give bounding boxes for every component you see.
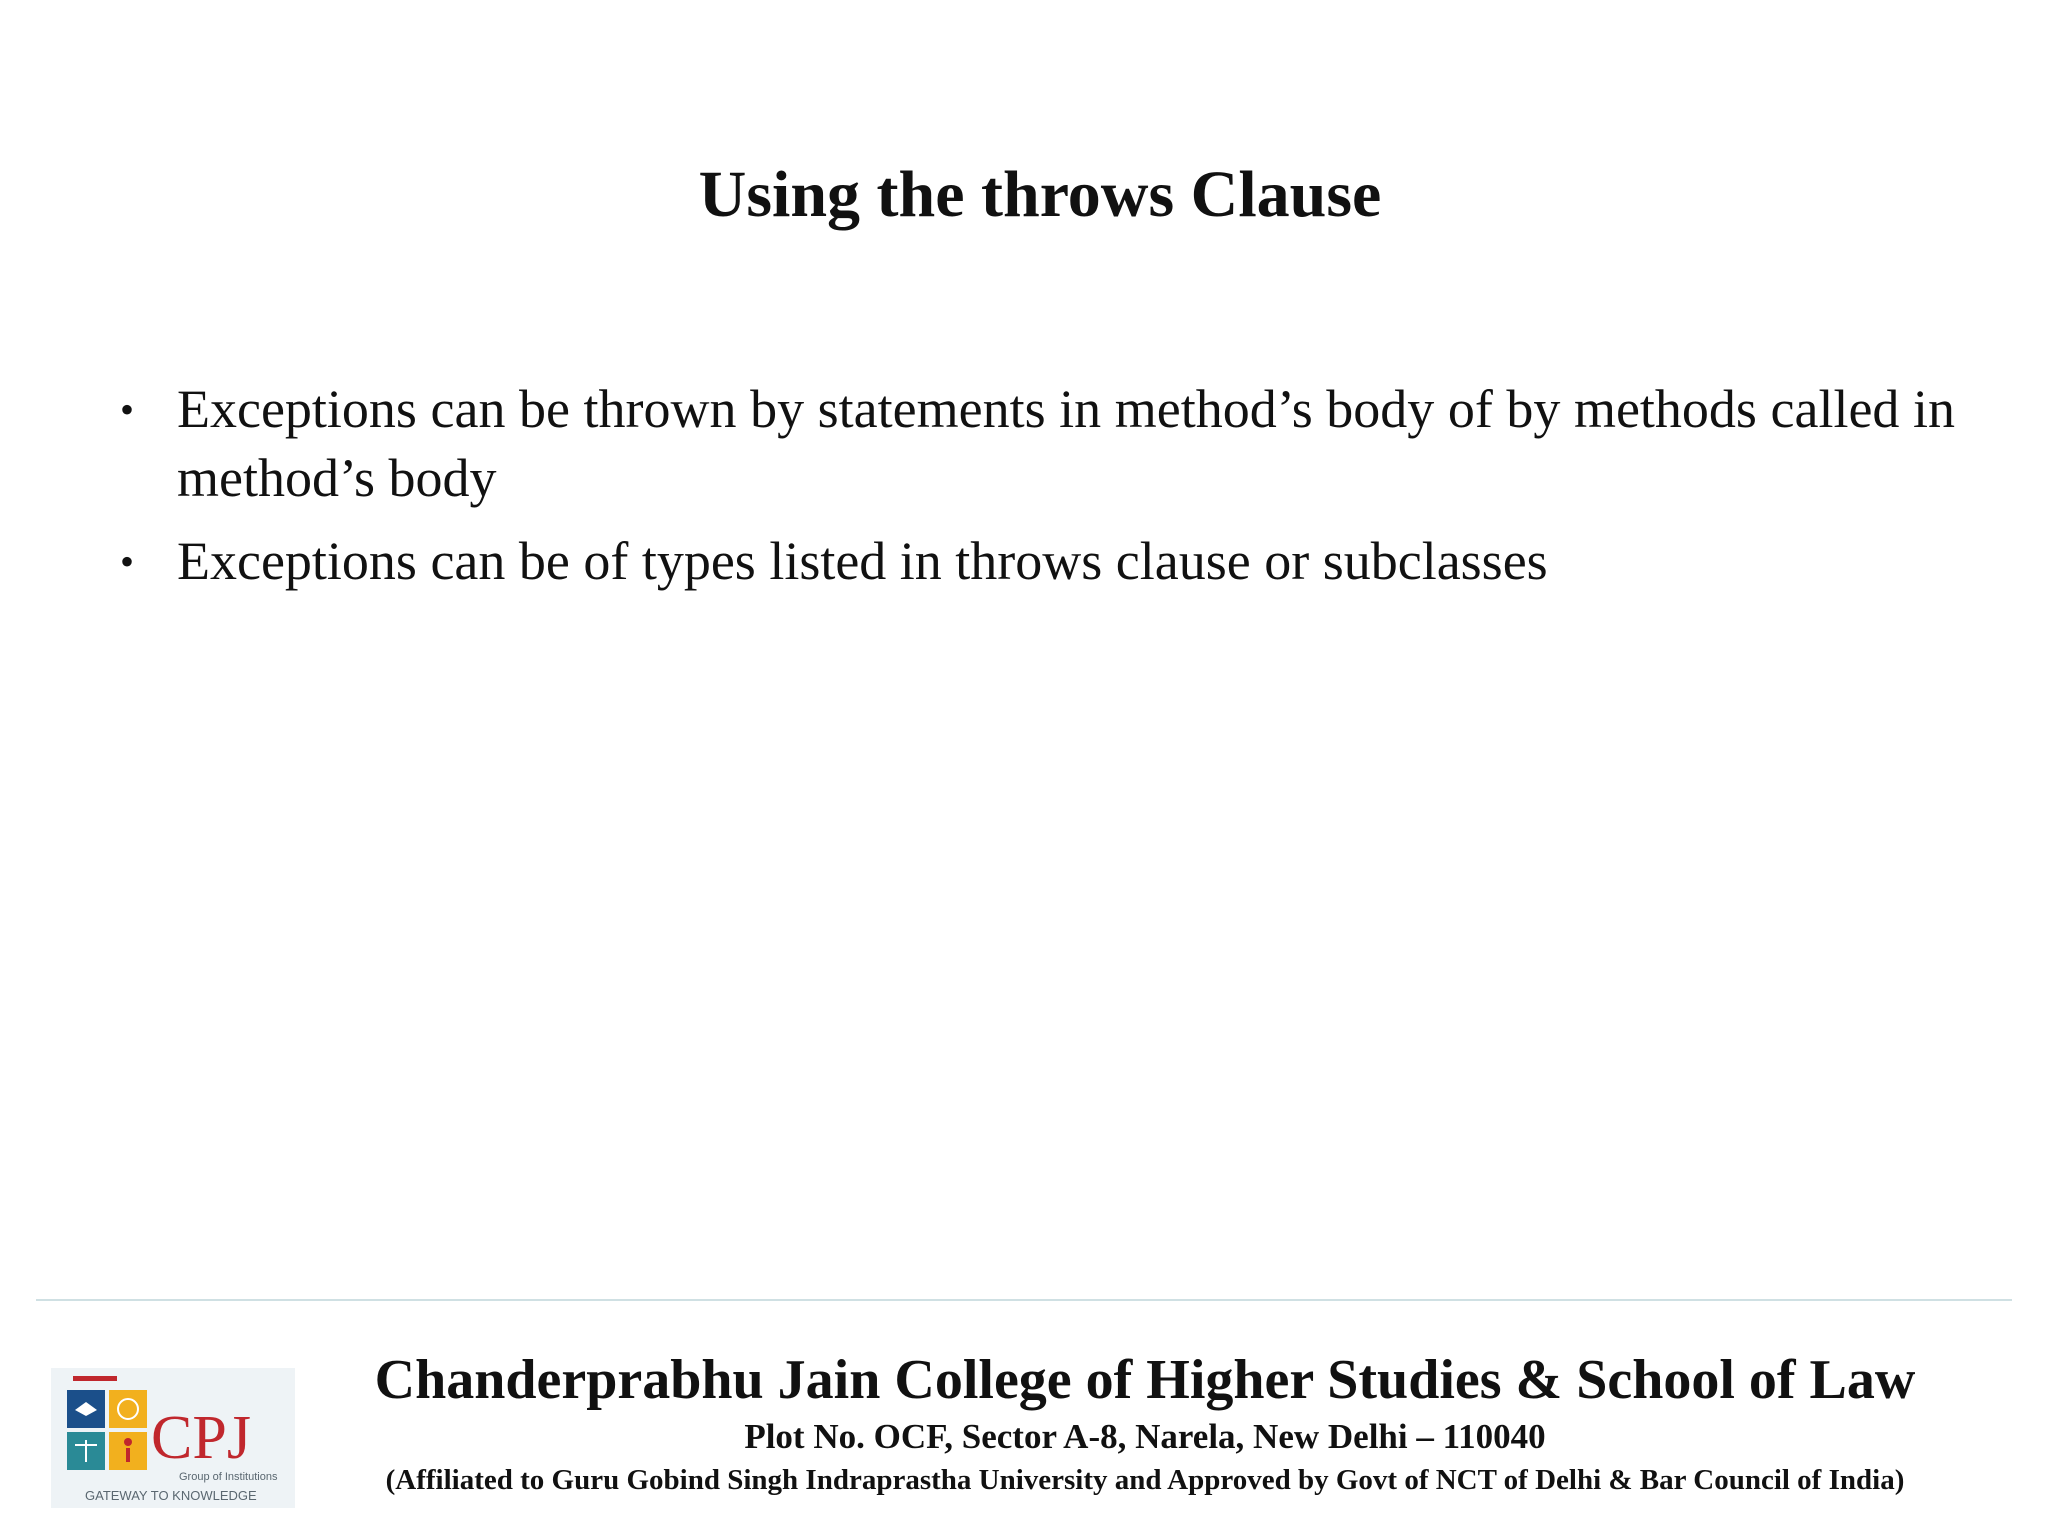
bullet-item [120,375,1955,513]
college-affiliation: (Affiliated to Guru Gobind Singh Indraprastha University and Approved by Govt of NCT of Delhi & Bar Council of India) [385,1464,1905,1496]
logo-tagline: Group of Institutions [179,1471,278,1483]
bullet-text: Exceptions can be of types listed in throws clause or subclasses [177,531,1548,591]
globe-icon [109,1390,147,1428]
college-name: Chanderprabhu Jain College of Higher Studies & School of Law [374,1349,1916,1411]
bullet-list [120,375,1955,610]
college-address: Plot No. OCF, Sector A-8, Narela, New Delhi – 110040 [744,1417,1546,1456]
bullet-item [120,527,1955,596]
slide-title: Using the throws Clause [698,158,1382,231]
logo-text: CPJ [151,1404,251,1472]
college-logo [51,1368,295,1508]
bullet-text: Exceptions can be thrown by statements in method’s body of by methods called in method’s body [177,379,1955,508]
footer-divider [36,1299,2012,1301]
bullet-marker: • [120,387,135,432]
bullet-marker: • [120,539,135,584]
footer-text-block [300,1345,1990,1501]
logo-motto: GATEWAY TO KNOWLEDGE [85,1488,257,1503]
